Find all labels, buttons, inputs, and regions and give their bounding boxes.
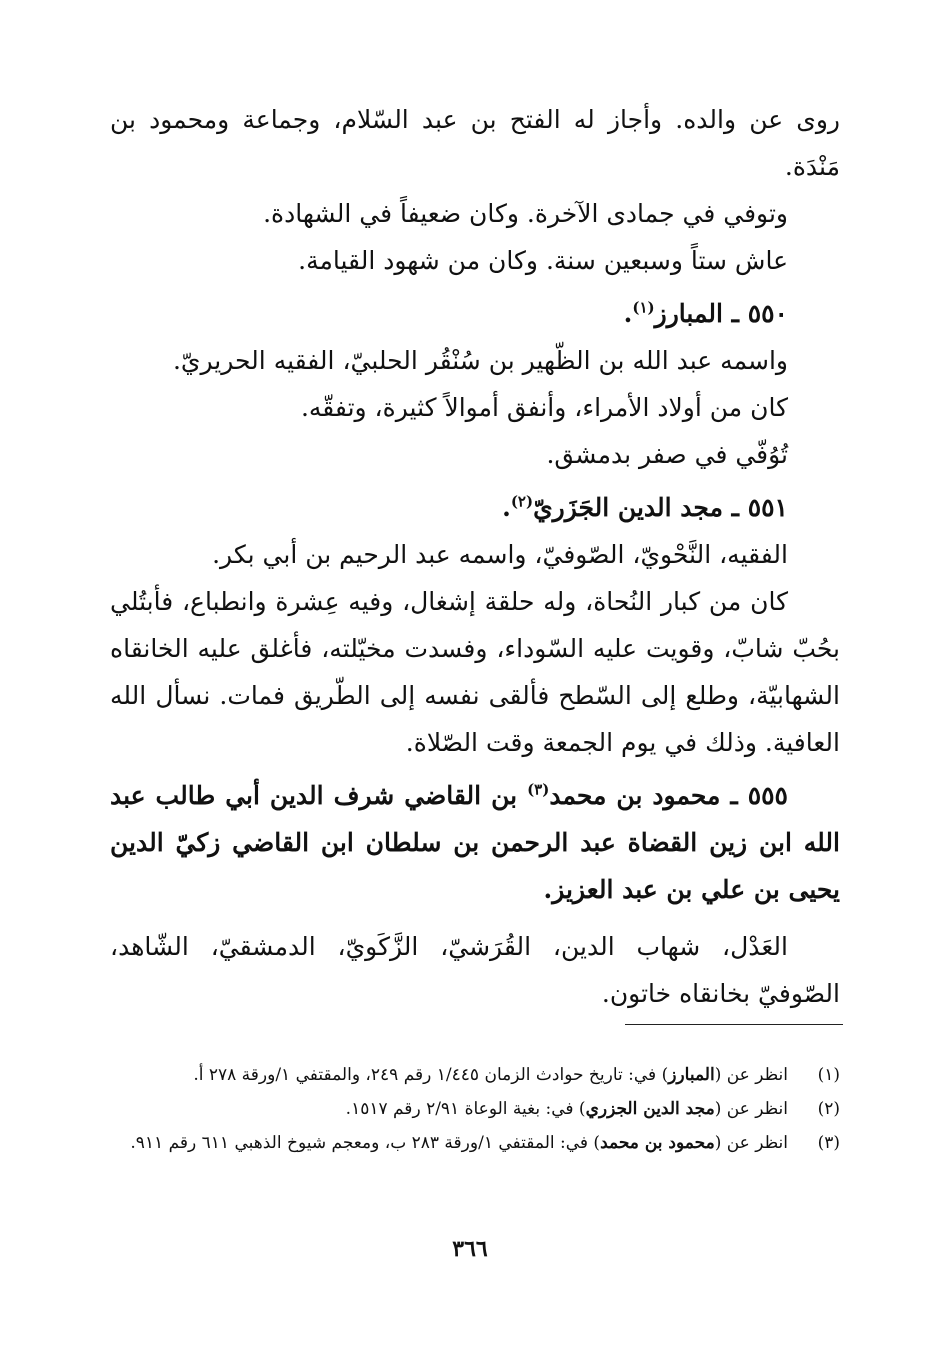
entry-title-cont: بن القاضي شرف الدين أبي طالب عبد الله ابن زين القضاة عبد الرحمن بن سلطان ابن القاضي زكيّ الدين يحيى بن علي بن عبد العزيز. [110, 781, 840, 904]
footnote-text-a: انظر عن ( [714, 1133, 788, 1153]
entry-heading-555 [110, 772, 840, 913]
footnote-text-a: انظر عن ( [714, 1065, 788, 1085]
footnote-text-b: ) في: بغية الوعاة ٢/٩١ رقم ١٥١٧. [345, 1099, 586, 1119]
footnote-text-b: ) في: تاريخ حوادث الزمان ١/٤٤٥ رقم ٢٤٩، والمقتفي ١/ورقة ٢٧٨ أ. [193, 1065, 669, 1085]
footnote-ref: (٢) [510, 492, 534, 511]
footnote-1 [110, 1058, 840, 1092]
entry-line [110, 578, 840, 766]
footnote-subject: محمود بن محمد [600, 1133, 715, 1153]
entry-line: تُوُفّي في صفر بدمشق. [546, 440, 788, 469]
entry-line: واسمه عبد الله بن الظّهير بن سُنْقُر الحلبيّ، الفقيه الحريريّ. [172, 346, 788, 375]
footnote-3 [110, 1126, 840, 1160]
footnote-divider [625, 1024, 843, 1025]
footnote-text-a: انظر عن ( [714, 1099, 788, 1119]
entry-line: كان من أولاد الأمراء، وأنفق أموالاً كثيرة، وتفقّه. [300, 393, 788, 422]
footnote-text [110, 1126, 788, 1160]
footnote-text [110, 1092, 788, 1126]
entry-line-text: العَدْل، شهاب الدين، القُرَشيّ، الزَّكَويّ، الدمشقيّ، الشّاهد، الصّوفيّ بخانقاه خاتون. [110, 932, 840, 1008]
entry-title-end: . [623, 299, 633, 328]
footnote-subject: مجد الدين الجزري [585, 1099, 715, 1119]
entry-title: ٥٥١ ـ مجد الدين الجَزَريّ [533, 493, 788, 522]
entry-title: ٥٥٠ ـ المبارز [654, 299, 788, 328]
footnote-number: (١) [817, 1065, 840, 1085]
entry-line-text: كان من كبار النُحاة، وله حلقة إشغال، وفيه عِشرة وانطباع، فأبتُلي بحُبّ شابّ، وقويت عليه السّوداء، وفسدت مخيّلته، فأغلق عليه الخانقاه الشهابيّة، وطلع إلى السّطح فألقى نفسه إلى الطّريق فمات. نسأل الله العافية. وذلك في يوم الجمعة وقت الصّلاة. [110, 587, 840, 757]
footnote-number: (٣) [817, 1133, 840, 1153]
footnote-ref: (٣) [527, 780, 550, 799]
entry-heading-551 [110, 484, 840, 531]
main-text [110, 96, 840, 1017]
entry-line [110, 923, 840, 1017]
entry-heading-550 [110, 290, 840, 337]
footnote-text-b: ) في: المقتفي ١/ورقة ٢٨٣ ب، ومعجم شيوخ الذهبي ٦١١ رقم ٩١١. [130, 1133, 601, 1153]
footnote-text [110, 1058, 788, 1092]
paragraph: وتوفي في جمادى الآخرة. وكان ضعيفاً في الشهادة. [263, 199, 788, 228]
footnotes [110, 1058, 840, 1160]
entry-title: ٥٥٥ ـ محمود بن محمد [549, 781, 788, 810]
footnote-2 [110, 1092, 840, 1126]
footnote-number: (٢) [817, 1099, 840, 1119]
paragraph: روى عن والده. وأجاز له الفتح بن عبد السّلام، وجماعة ومحمود بن مَنْدَة. [110, 105, 840, 181]
entry-line: الفقيه، النَّحْويّ، الصّوفيّ، واسمه عبد الرحيم بن أبي بكر. [212, 540, 788, 569]
footnote-subject: المبارز [668, 1065, 715, 1085]
page-number: ٣٦٦ [452, 1236, 488, 1262]
paragraph: عاش ستاً وسبعين سنة. وكان من شهود القيامة. [298, 246, 788, 275]
footnote-ref: (١) [632, 298, 655, 317]
entry-title-end: . [502, 493, 511, 522]
